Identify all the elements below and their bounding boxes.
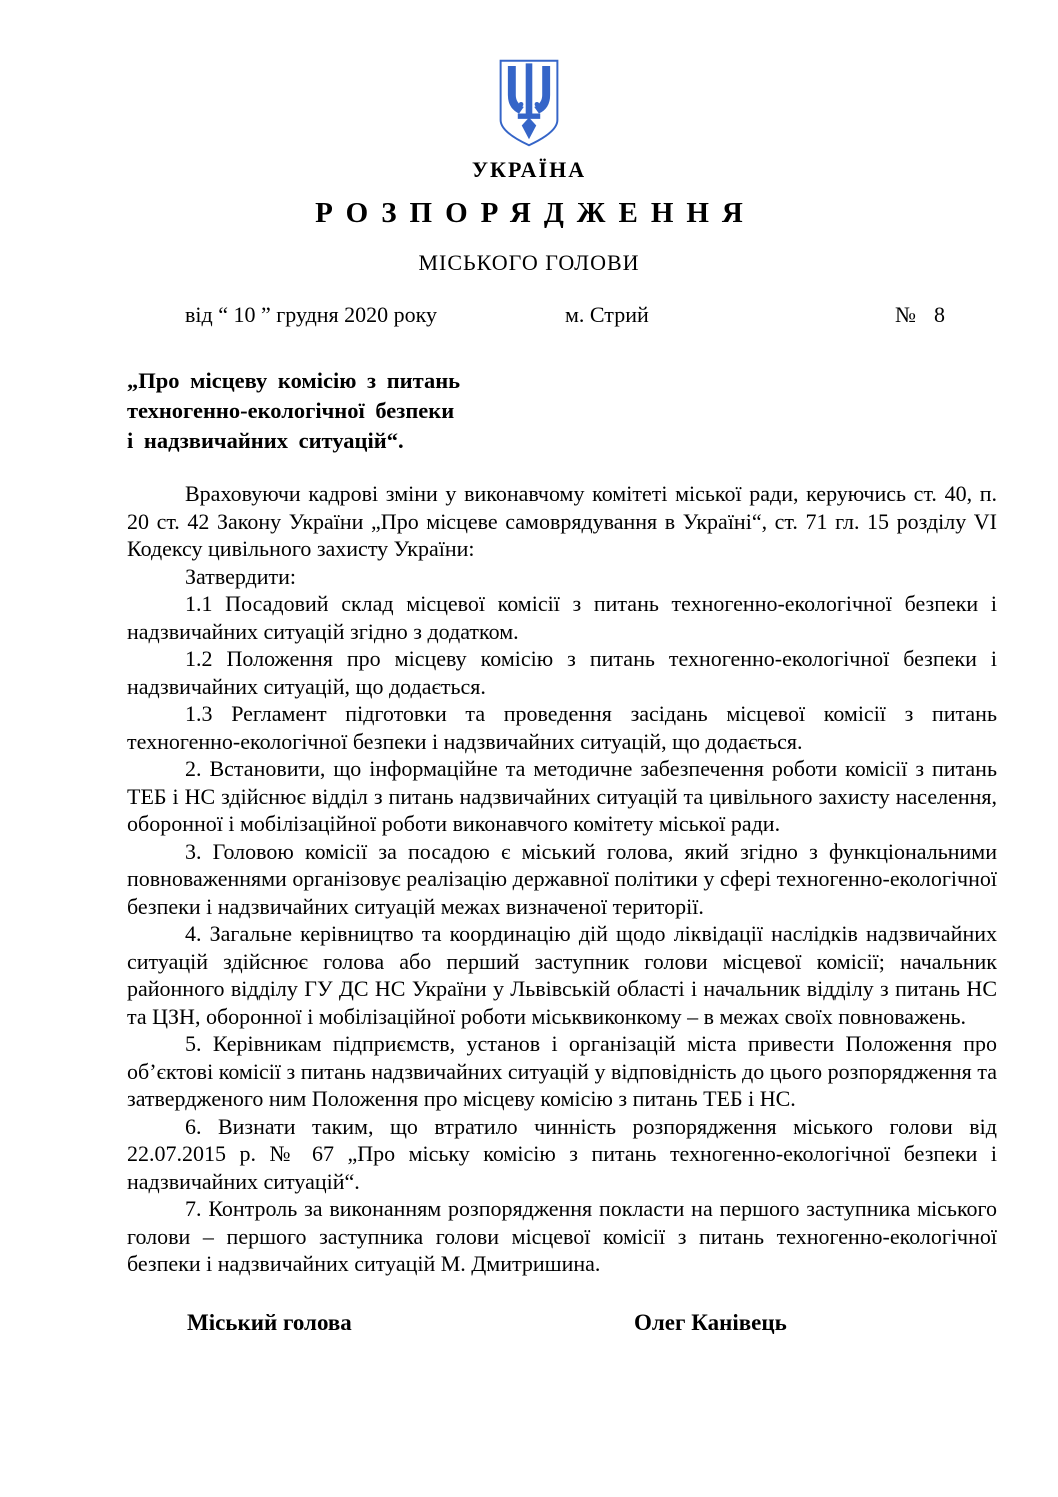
tryzub-shield-icon <box>496 56 562 150</box>
ukraine-trident-emblem <box>496 56 562 150</box>
document-date: від “ 10 ” грудня 2020 року <box>185 302 438 327</box>
paragraph-5: 5. Керівникам підприємств, установ і організацій міста привести Положення про об’єктові комісії з питань надзвичайних ситуацій у відповідність до цього розпорядження та затвердженого ним Положення про місцеву комісію з питань ТЕБ і НС. <box>127 1031 997 1111</box>
document-place: м. Стрий <box>565 302 649 327</box>
document-number <box>895 302 945 328</box>
country-name: УКРАЇНА <box>471 157 587 182</box>
paragraph-3: 3. Головою комісії за посадою є міський голова, який згідно з функціональними повноваженнями організовує реалізацію державної політики у сфері техногенно-екологічної безпеки і надзвичайних ситуацій межах визначеної території. <box>127 838 997 919</box>
subject-line: „Про місцеву комісію з питань <box>127 368 461 393</box>
signature-role: Міський голова <box>187 1309 352 1335</box>
number-value: 8 <box>934 302 945 327</box>
paragraph-4: 4. Загальне керівництво та координацію дій щодо ліквідації наслідків надзвичайних ситуацій здійснює голова або перший заступник голови місцевої комісії; начальник районного відділу ГУ ДС НС України у Львівській області і начальник відділу з питань НС та ЦЗН, оборонної і мобілізаційної роботи міськвиконкому – в межах своїх повноважень. <box>127 921 997 1029</box>
signature-name: Олег Канівець <box>634 1309 787 1335</box>
document-header <box>0 0 1058 332</box>
paragraph-1-2: 1.2 Положення про місцеву комісію з питань техногенно-екологічної безпеки і надзвичайних ситуацій, що додається. <box>127 646 997 699</box>
paragraph-1-3: 1.3 Регламент підготовки та проведення засідань місцевої комісії з питань техногенно-екологічної безпеки і надзвичайних ситуацій, що додається. <box>127 701 997 754</box>
document-subject-title <box>127 366 997 456</box>
document-body <box>127 480 997 1278</box>
paragraph-2: 2. Встановити, що інформаційне та методичне забезпечення роботи комісії з питань ТЕБ і НС здійснює відділ з питань надзвичайних ситуацій та цивільного захисту населення, оборонної і мобілізаційної роботи виконавчого комітету міської ради. <box>127 756 997 836</box>
subject-line: і надзвичайних ситуацій“. <box>127 428 404 453</box>
issuer-title: МІСЬКОГО ГОЛОВИ <box>418 250 640 275</box>
date-place-number-row <box>0 302 1058 332</box>
signature-block <box>0 1310 1058 1342</box>
subject-line: техногенно-екологічної безпеки <box>127 398 455 423</box>
document-type-title: РОЗПОРЯДЖЕННЯ <box>315 197 756 229</box>
paragraph-approve-label: Затвердити: <box>185 563 297 589</box>
paragraph-6: 6. Визнати таким, що втратило чинність розпорядження міського голови від 22.07.2015 р. № 67 „Про міську комісію з питань техногенно-екологічної безпеки і надзвичайних ситуацій“. <box>127 1113 997 1194</box>
number-sign: № <box>895 302 916 327</box>
paragraph-intro: Враховуючи кадрові зміни у виконавчому комітеті міської ради, керуючись ст. 40, п. 20 ст. 42 Закону України „Про місцеве самоврядування в Україні“, ст. 71 гл. 15 розділу VI Кодексу цивільного захисту України: <box>127 481 997 561</box>
paragraph-1-1: 1.1 Посадовий склад місцевої комісії з питань техногенно-екологічної безпеки і надзвичайних ситуацій згідно з додатком. <box>127 591 997 644</box>
paragraph-7: 7. Контроль за виконанням розпорядження покласти на першого заступника міського голови – першого заступника голови місцевої комісії з питань техногенно-екологічної безпеки і надзвичайних ситуацій М. Дмитришина. <box>127 1196 997 1276</box>
